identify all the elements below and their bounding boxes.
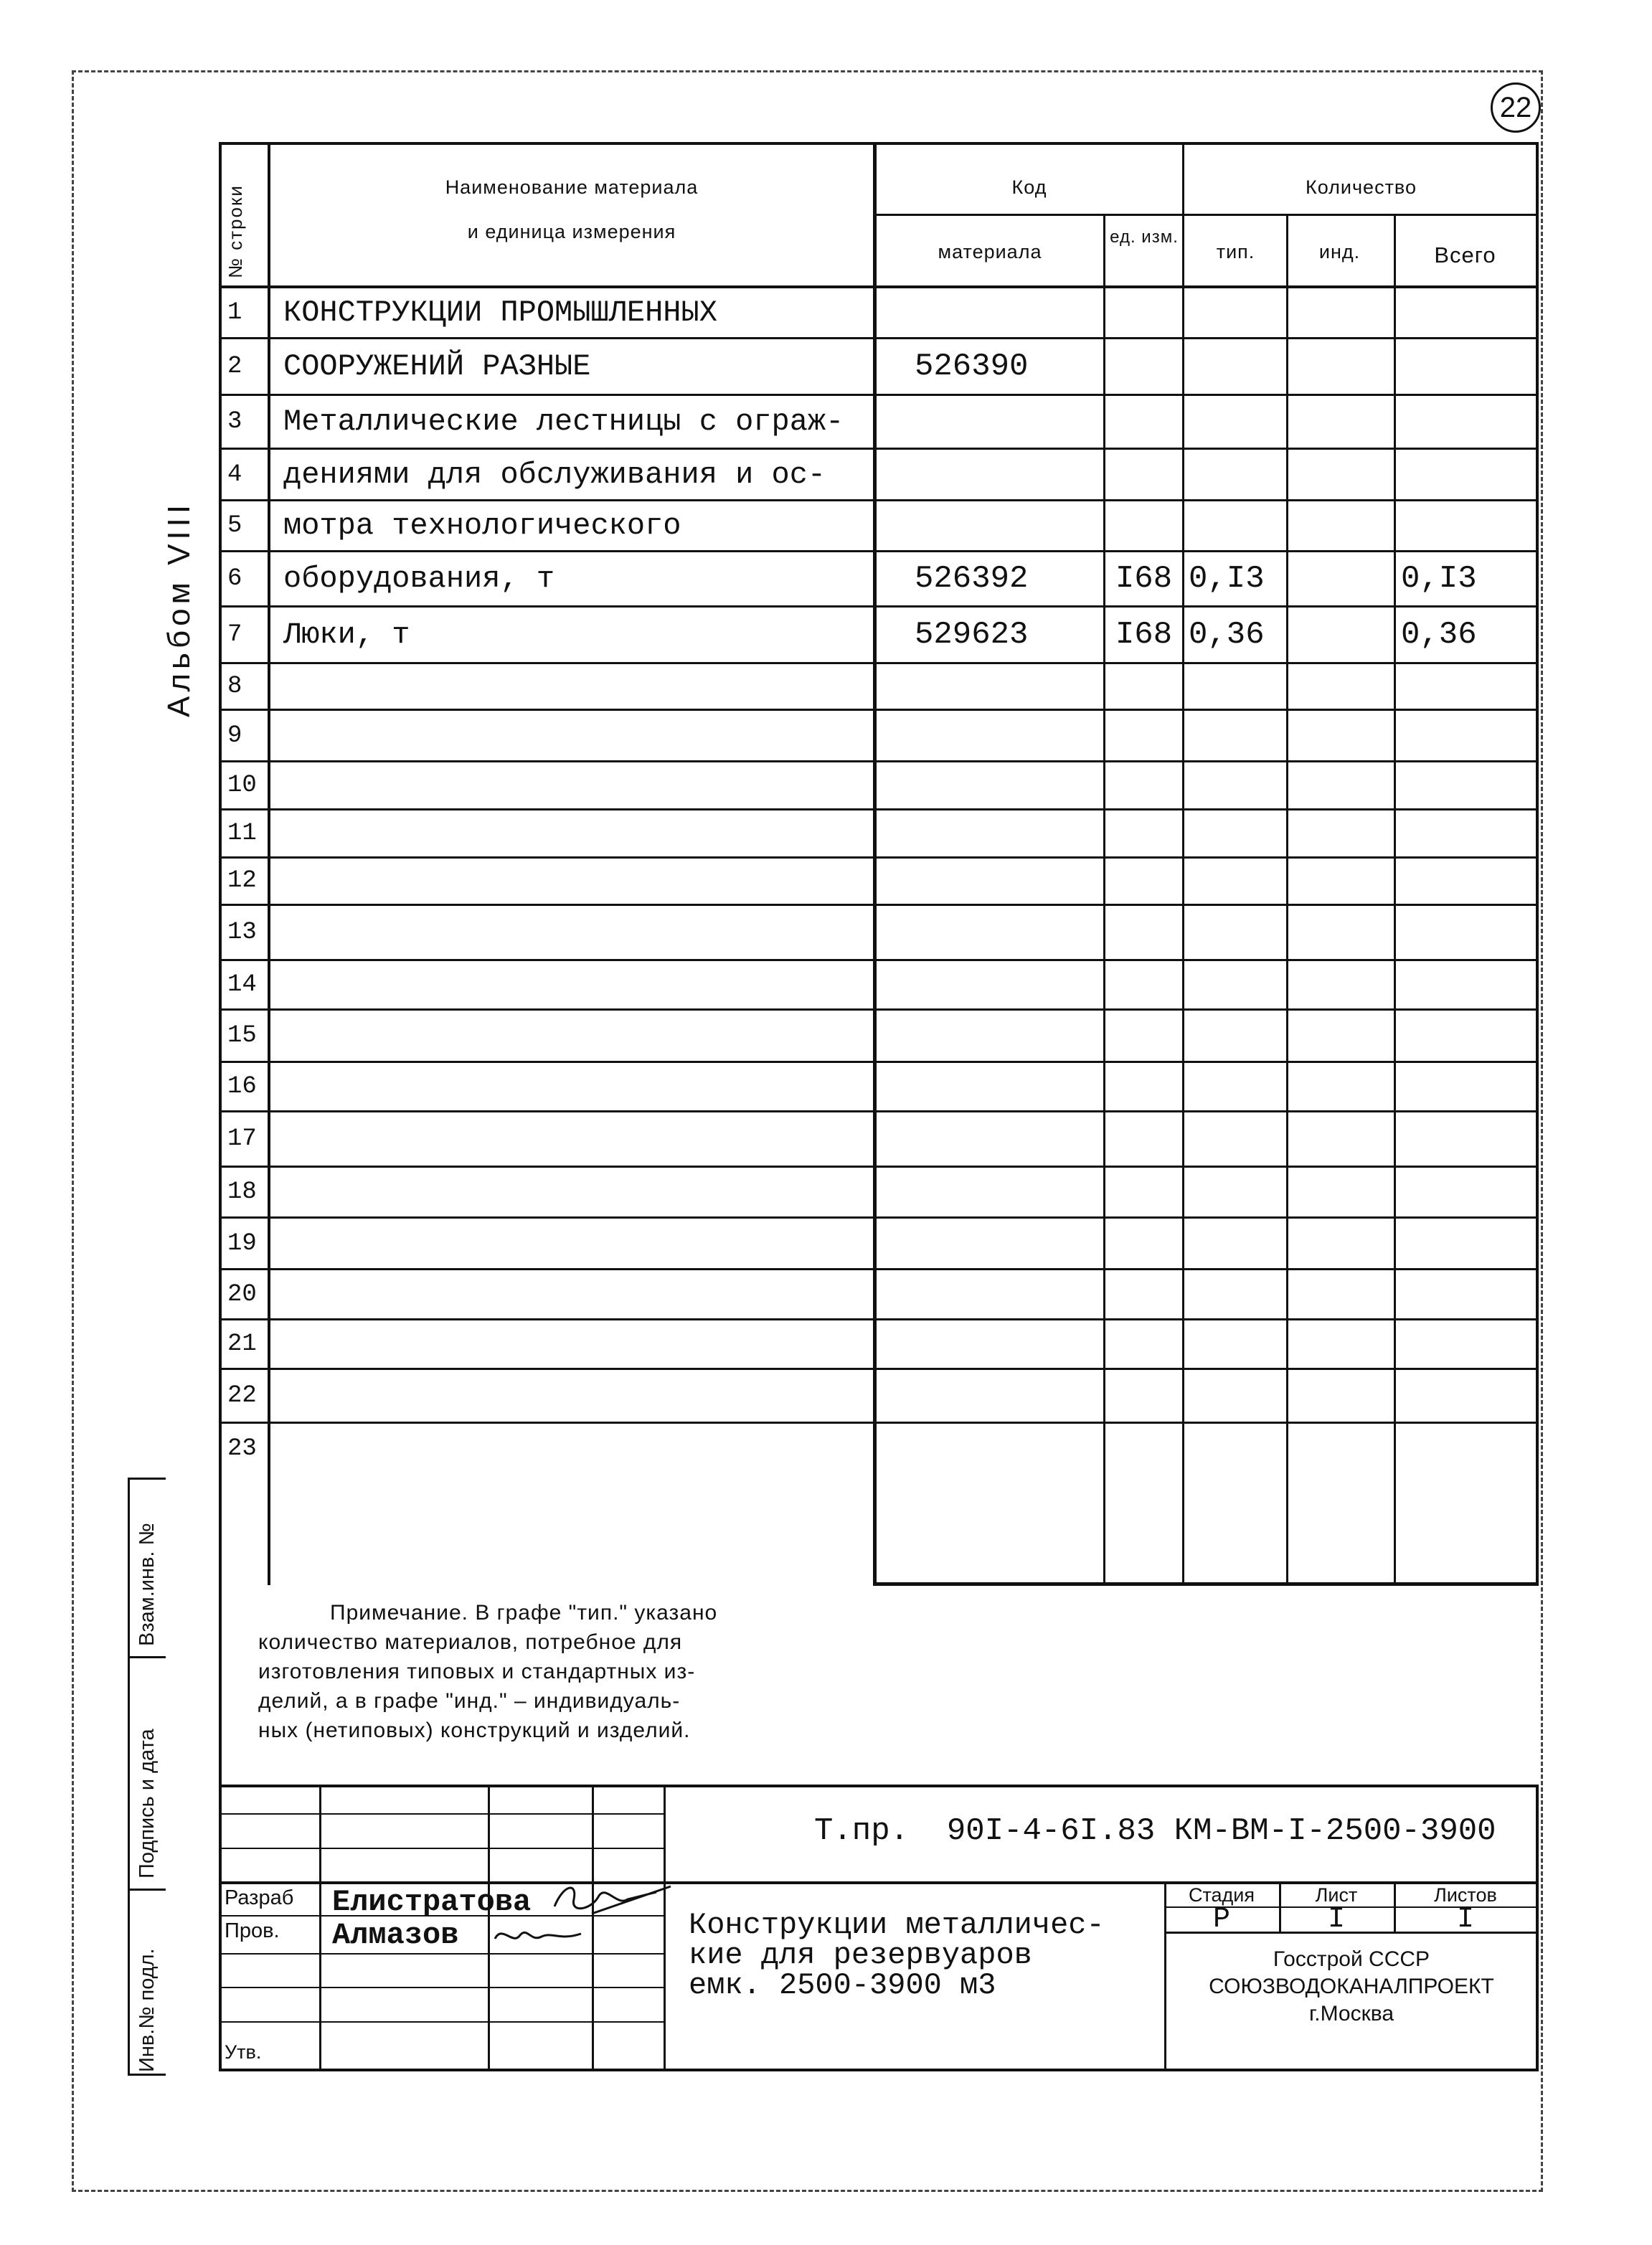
note-line: Примечание. В графе "тип." указано bbox=[330, 1601, 718, 1625]
prov-name: Алмазов bbox=[332, 1918, 459, 1952]
cell-name: мотра технологического bbox=[283, 509, 681, 544]
cell-unit: I68 bbox=[1115, 616, 1173, 653]
page-number: 22 bbox=[1499, 91, 1532, 123]
side-stamp bbox=[128, 1478, 166, 2076]
row-number: 2 bbox=[227, 353, 242, 381]
row-number: 7 bbox=[227, 620, 242, 648]
row-number: 19 bbox=[227, 1229, 257, 1257]
row-number: 11 bbox=[227, 820, 257, 848]
row-number: 1 bbox=[227, 299, 242, 326]
note-line: ных (нетиповых) конструкций и изделий. bbox=[258, 1719, 691, 1742]
header-total: Всего bbox=[1434, 242, 1496, 268]
cell-name: Люки, т bbox=[283, 617, 410, 652]
row-number: 21 bbox=[227, 1331, 257, 1358]
cell-typ: 0,I3 bbox=[1189, 560, 1265, 597]
row-number: 5 bbox=[227, 512, 242, 540]
header-quantity: Количество bbox=[1306, 176, 1417, 198]
sheet-label: Лист bbox=[1315, 1884, 1358, 1906]
stage-value: Р bbox=[1212, 1904, 1230, 1936]
row-number: 22 bbox=[227, 1382, 257, 1409]
utv-label: Утв. bbox=[225, 2041, 262, 2063]
row-number: 3 bbox=[227, 407, 242, 435]
podpis-label: Подпись и дата bbox=[136, 1729, 159, 1878]
sheets-value: I bbox=[1456, 1904, 1474, 1936]
doc-title-line: кие для резервуаров bbox=[689, 1938, 1032, 1972]
sheet-value: I bbox=[1327, 1904, 1345, 1936]
header-material: материала bbox=[938, 241, 1042, 263]
inv-podl-label: Инв.№ подл. bbox=[136, 1948, 159, 2072]
materials-table bbox=[219, 142, 1539, 1585]
cell-name: СООРУЖЕНИЙ РАЗНЫЕ bbox=[283, 349, 591, 384]
note-line: изготовления типовых и стандартных из- bbox=[258, 1660, 696, 1683]
header-code: Код bbox=[1011, 176, 1047, 198]
row-number: 4 bbox=[227, 461, 242, 489]
row-number: 20 bbox=[227, 1280, 257, 1308]
album-label: Альбом VIII bbox=[161, 500, 197, 717]
page-number-badge bbox=[1491, 82, 1541, 133]
note-line: количество материалов, потребное для bbox=[258, 1630, 683, 1654]
designation: Т.пр. 90I-4-6I.83 КМ-ВМ-I-2500-3900 bbox=[814, 1813, 1496, 1849]
doc-title-line: Конструкции металличес- bbox=[689, 1908, 1105, 1942]
row-number: 9 bbox=[227, 722, 242, 750]
cell-code: 529623 bbox=[915, 616, 1029, 653]
row-number: 15 bbox=[227, 1021, 257, 1049]
title-block bbox=[219, 1785, 1539, 2071]
signature-razrab bbox=[549, 1878, 678, 1921]
header-row-no: № строки bbox=[225, 184, 246, 278]
prov-label: Пров. bbox=[225, 1919, 280, 1942]
cell-name: Металлические лестницы с ограж- bbox=[283, 404, 844, 439]
cell-total: 0,I3 bbox=[1401, 560, 1477, 597]
sheets-label: Листов bbox=[1434, 1884, 1497, 1906]
cell-name: оборудования, т bbox=[283, 561, 555, 596]
doc-title bbox=[689, 1908, 1105, 2003]
vzam-inv-label: Взам.инв. № bbox=[136, 1523, 159, 1646]
header-name-2: и единица измерения bbox=[467, 221, 676, 242]
cell-unit: I68 bbox=[1115, 560, 1173, 597]
row-number: 12 bbox=[227, 867, 257, 895]
org-line: г.Москва bbox=[1308, 2002, 1394, 2026]
org-line: СОЮЗВОДОКАНАЛПРОЕКТ bbox=[1209, 1975, 1494, 1998]
cell-code: 526392 bbox=[915, 560, 1029, 597]
cell-code: 526390 bbox=[915, 349, 1029, 385]
row-number: 10 bbox=[227, 772, 257, 800]
organization bbox=[1166, 1946, 1537, 2028]
cell-typ: 0,36 bbox=[1189, 616, 1265, 653]
cell-name: КОНСТРУКЦИИ ПРОМЫШЛЕННЫХ bbox=[283, 296, 717, 330]
cell-total: 0,36 bbox=[1401, 616, 1477, 653]
row-number: 14 bbox=[227, 970, 257, 998]
row-number: 18 bbox=[227, 1178, 257, 1206]
note-line: делий, а в графе "инд." – индивидуаль- bbox=[258, 1689, 681, 1713]
row-number: 6 bbox=[227, 564, 242, 592]
row-number: 17 bbox=[227, 1125, 257, 1153]
row-number: 8 bbox=[227, 672, 242, 700]
signature-prov bbox=[488, 1921, 588, 1949]
cell-name: дениями для обслуживания и ос- bbox=[283, 458, 826, 493]
header-ind: инд. bbox=[1318, 241, 1361, 263]
razrab-label: Разраб bbox=[225, 1886, 294, 1909]
row-number: 13 bbox=[227, 918, 257, 946]
org-line: Госстрой СССР bbox=[1273, 1947, 1430, 1971]
row-number: 16 bbox=[227, 1073, 257, 1101]
doc-title-line: емк. 2500-3900 м3 bbox=[689, 1968, 996, 2003]
row-number: 23 bbox=[227, 1435, 257, 1463]
note bbox=[258, 1598, 717, 1745]
stage-label: Стадия bbox=[1188, 1884, 1255, 1906]
razrab-name: Елистратова bbox=[332, 1885, 532, 1919]
header-unit: ед. изм. bbox=[1110, 227, 1179, 247]
header-typ: тип. bbox=[1216, 241, 1255, 263]
header-name-1: Наименование материала bbox=[445, 176, 699, 198]
